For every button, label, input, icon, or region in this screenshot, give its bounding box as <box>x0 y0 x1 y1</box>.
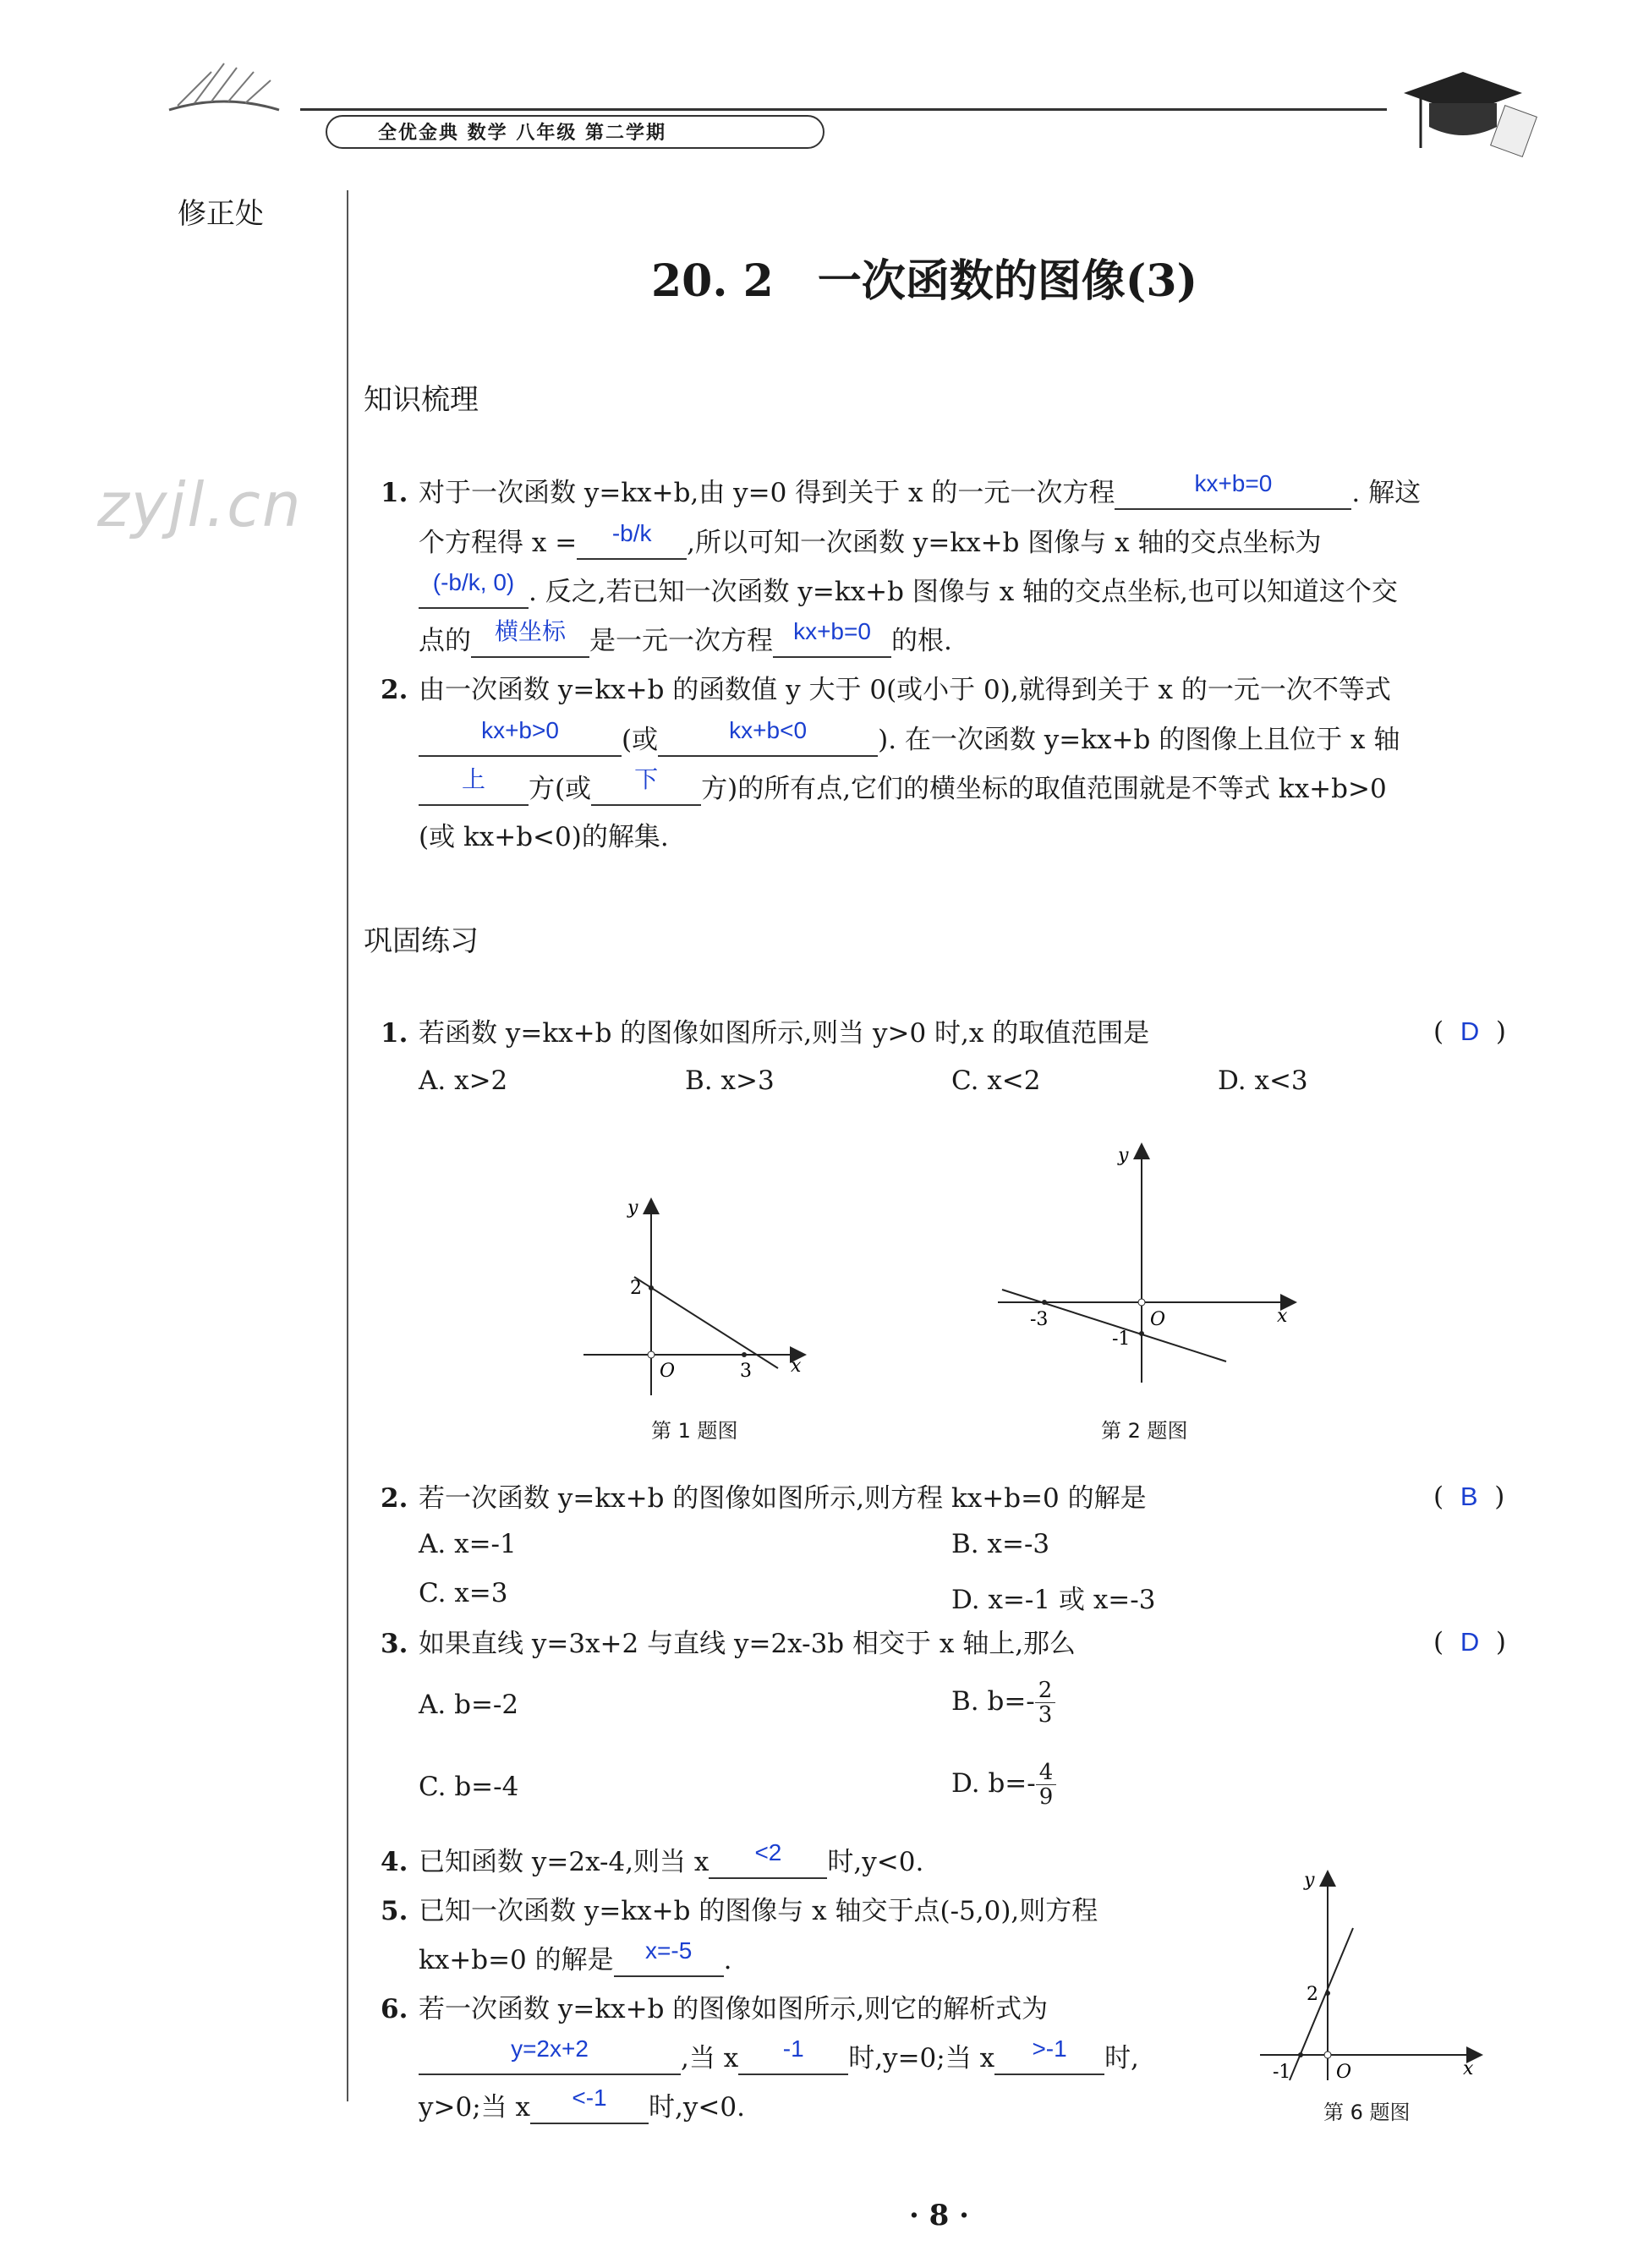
p-q1-stem: 1. 若函数 y=kx+b 的图像如图所示,则当 y>0 时,x 的取值范围是 <box>381 1018 1150 1049</box>
p-q1-option-b: B. x>3 <box>685 1066 775 1096</box>
fig6-caption: 第 6 题图 <box>1323 2101 1411 2124</box>
k-q1-blank3: (-b/k, 0) <box>419 575 529 609</box>
p-q3-stem: 3. 如果直线 y=3x+2 与直线 y=2x-3b 相交于 x 轴上,那么 <box>381 1629 1077 1659</box>
fig6-origin: O <box>1336 2062 1352 2083</box>
p-q1-answer: ( D ) <box>1433 1016 1507 1047</box>
k-q1-blank5: kx+b=0 <box>773 624 891 658</box>
p-q3-option-d: D. b=- $\frac{4}{9}$ <box>951 1761 1056 1809</box>
fig2-x-intercept-point <box>1042 1300 1047 1305</box>
fig2-label-neg1: -1 <box>1112 1328 1131 1350</box>
book-title: 全优金典 数学 八年级 第二学期 <box>326 115 824 149</box>
fig1-y-label: y <box>627 1197 638 1219</box>
k-q1-blank4: 横坐标 <box>471 624 589 658</box>
p-q3-answer: ( D ) <box>1433 1627 1507 1657</box>
k-q2-blank4: 下 <box>591 772 701 806</box>
fig1-caption: 第 1 题图 <box>651 1419 738 1443</box>
p-q5-blank: x=-5 <box>614 1943 724 1977</box>
fig6-line <box>1290 1928 1353 2080</box>
k-q2-line4: (或 kx+b<0)的解集. <box>419 822 669 852</box>
fig6-label-2: 2 <box>1307 1984 1318 2005</box>
k-q2-blank2: kx+b<0 <box>658 723 878 757</box>
fig6-x-label: x <box>1463 2058 1474 2079</box>
p-q6-blank3: >-1 <box>994 2041 1104 2075</box>
p-q1-option-c: C. x<2 <box>951 1066 1041 1096</box>
p-q2-option-a: A. x=-1 <box>419 1529 517 1559</box>
fig1-y-intercept-point <box>649 1285 654 1290</box>
p-q6-line3: y>0;当 x <-1 时,y<0. <box>419 2084 745 2123</box>
k-q2-line3: 上 方(或 下 方)的所有点,它们的横坐标的取值范围就是不等式 kx+b>0 <box>419 772 1387 806</box>
fig2-origin-point <box>1138 1299 1145 1306</box>
figure-2 <box>989 1137 1302 1391</box>
p-q5-line2: kx+b=0 的解是 x=-5 . <box>419 1937 732 1975</box>
fig2-x-label: x <box>1277 1306 1288 1327</box>
p-q6-blank2: -1 <box>738 2041 848 2075</box>
fig1-x-intercept-point <box>742 1352 747 1357</box>
margin-divider <box>347 190 348 2101</box>
p-q1-option-a: A. x>2 <box>419 1066 508 1096</box>
correction-label: 修正处 <box>178 197 264 231</box>
k-q1-line1: 1. 对于一次函数 y=kx+b,由 y=0 得到关于 x 的一元一次方程 kx+b=0 . 解这 <box>381 470 1422 508</box>
k-q1-line3: (-b/k, 0) . 反之,若已知一次函数 y=kx+b 图像与 x 轴的交点坐标,也可以知道这个交 <box>419 575 1398 609</box>
k-q1-blank2: -b/k <box>577 526 687 560</box>
fig2-origin: O <box>1150 1309 1166 1330</box>
p-q4: 4. 已知函数 y=2x-4,则当 x <2 时,y<0. <box>381 1839 924 1877</box>
fig6-origin-point <box>1324 2052 1331 2058</box>
fig1-label-3: 3 <box>740 1361 752 1382</box>
graduation-cap-icon <box>1395 59 1539 161</box>
p-q2-answer: ( B ) <box>1433 1482 1505 1512</box>
k-q2-blank3: 上 <box>419 772 529 806</box>
p-q2-stem: 2. 若一次函数 y=kx+b 的图像如图所示,则方程 kx+b=0 的解是 <box>381 1483 1147 1514</box>
section-practice: 巩固练习 <box>364 924 479 958</box>
fig6-label-neg1: -1 <box>1273 2062 1291 2083</box>
p-q3-option-c: C. b=-4 <box>419 1772 519 1802</box>
p-q6-line1: 6. 若一次函数 y=kx+b 的图像如图所示,则它的解析式为 <box>381 1994 1049 2024</box>
fig1-origin-point <box>648 1351 655 1358</box>
p-q6-line2: y=2x+2 ,当 x -1 时,y=0;当 x >-1 时, <box>419 2041 1139 2075</box>
fig2-label-neg3: -3 <box>1030 1309 1049 1330</box>
p-q5-line1: 5. 已知一次函数 y=kx+b 的图像与 x 轴交于点(-5,0),则方程 <box>381 1896 1098 1926</box>
header-rule <box>300 108 1387 111</box>
k-q2-line1: 2. 由一次函数 y=kx+b 的函数值 y 大于 0(或小于 0),就得到关于 x 的一元一次不等式 <box>381 675 1391 705</box>
p-q2-option-d: D. x=-1 或 x=-3 <box>951 1585 1156 1615</box>
page-title: 20. 2 一次函数的图像(3) <box>651 255 1198 307</box>
k-q2-blank1: kx+b>0 <box>419 723 622 757</box>
p-q6-blank1: y=2x+2 <box>419 2041 681 2075</box>
fig6-y-label: y <box>1304 1870 1315 1891</box>
k-q2-line2: kx+b>0 (或 kx+b<0 ). 在一次函数 y=kx+b 的图像上且位于 x 轴 <box>419 723 1400 757</box>
k-q1-line4: 点的 横坐标 是一元一次方程 kx+b=0 的根. <box>419 618 952 656</box>
p-q4-blank: <2 <box>709 1845 827 1879</box>
fig1-origin: O <box>660 1361 676 1382</box>
figure-1 <box>575 1184 812 1404</box>
fig6-x-intercept-point <box>1298 2052 1303 2057</box>
p-q3-option-b: B. b=- $\frac{2}{3}$ <box>951 1679 1055 1727</box>
p-q2-option-c: C. x=3 <box>419 1578 508 1608</box>
fig6-y-intercept-point <box>1325 1991 1330 1996</box>
figure-6 <box>1252 1865 1488 2084</box>
p-q6-blank4: <-1 <box>530 2090 649 2124</box>
section-knowledge: 知识梳理 <box>364 383 479 417</box>
p-q1-option-d: D. x<3 <box>1218 1066 1308 1096</box>
book-logo-icon <box>161 59 288 118</box>
page-number: · 8 · <box>909 2199 970 2232</box>
fig1-label-2: 2 <box>630 1278 642 1299</box>
fig2-y-intercept-point <box>1139 1331 1144 1336</box>
watermark: zyjl.cn <box>97 469 303 540</box>
p-q2-option-b: B. x=-3 <box>951 1529 1050 1559</box>
k-q1-blank1: kx+b=0 <box>1115 476 1351 510</box>
p-q3-option-a: A. b=-2 <box>419 1690 519 1720</box>
fig1-x-label: x <box>791 1356 802 1377</box>
fig2-y-label: y <box>1118 1145 1129 1166</box>
fig2-caption: 第 2 题图 <box>1101 1419 1188 1443</box>
k-q1-line2: 个方程得 x = -b/k ,所以可知一次函数 y=kx+b 图像与 x 轴的交点坐标为 <box>419 520 1322 558</box>
